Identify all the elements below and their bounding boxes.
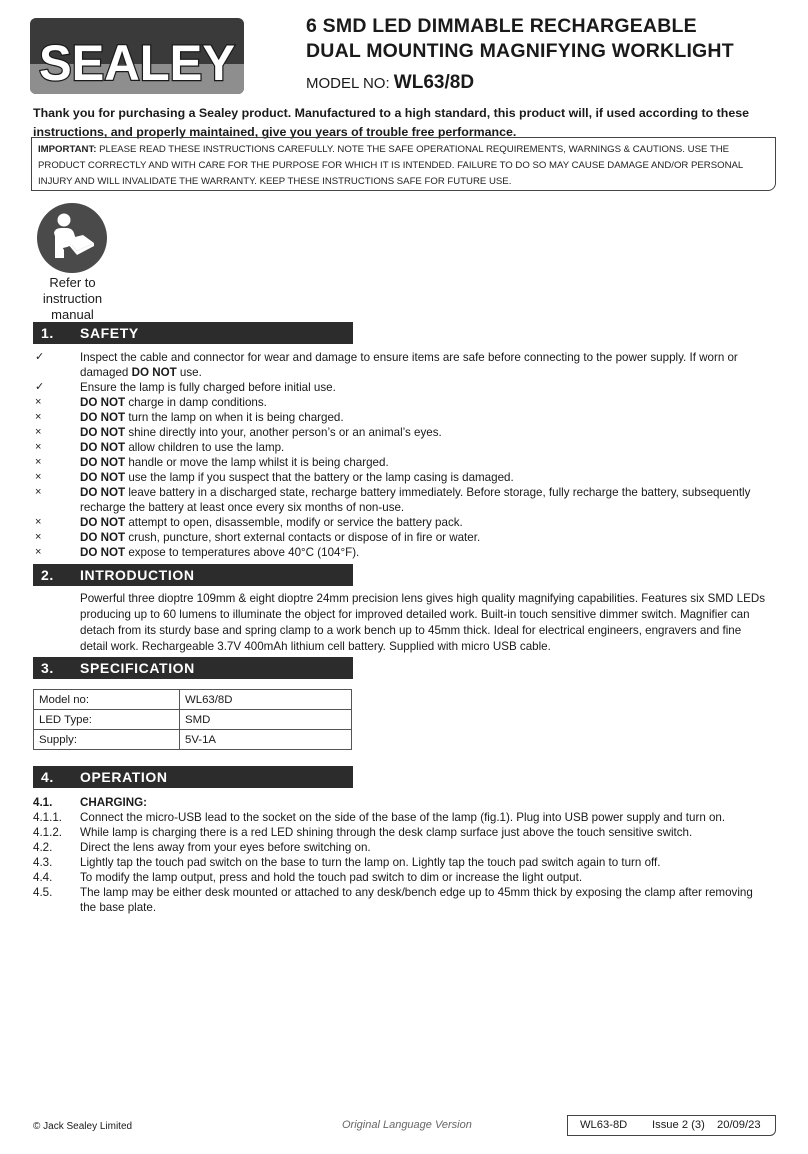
cross-icon: × [35,396,42,408]
cross-icon: × [35,531,42,543]
step-text: While lamp is charging there is a red LED shining through the desk clamp surface just above the touch sensitive switch. [80,826,693,839]
spec-key: LED Type: [34,710,180,730]
operation-step [33,855,768,870]
thank-you-text: Thank you for purchasing a Sealey product. Manufactured to a high standard, this product will, if used according to these instructions, and properly maintained, give you years of trouble free performance. [33,106,749,139]
safety-text: attempt to open, disassemble, modify or service the battery pack. [125,516,463,529]
logo-text: SEALEY [39,35,235,91]
cross-icon: × [35,546,42,558]
section-title: SPECIFICATION [80,660,195,676]
section-number: 3. [41,660,54,676]
safety-emphasis: DO NOT [80,516,126,529]
step-number: 4.1.1. [33,811,63,824]
title-line-2: DUAL MOUNTING MAGNIFYING WORKLIGHT [306,40,734,62]
step-text: CHARGING: [80,796,147,809]
step-text: To modify the lamp output, press and hold the touch pad switch to dim or increase the light output. [80,871,583,884]
operation-step [33,825,768,840]
section-title: INTRODUCTION [80,567,195,583]
footer-language: Original Language Version [342,1119,472,1131]
safety-item [33,440,763,455]
safety-list [33,350,763,560]
cross-icon: × [35,471,42,483]
spec-value: 5V-1A [180,730,352,750]
section-title: SAFETY [80,325,139,341]
step-number: 4.5. [33,886,53,899]
safety-text: leave battery in a discharged state, recharge battery immediately. Before storage, fully recharge the battery, subsequently recharge the battery at least once every six months of non-use. [80,486,751,514]
safety-item [33,380,763,395]
safety-item [33,470,763,485]
safety-item [33,515,763,530]
safety-emphasis: DO NOT [80,456,126,469]
safety-item [33,545,763,560]
spec-key: Supply: [34,730,180,750]
section-header-specification [33,657,353,679]
model-value: WL63/8D [393,72,475,93]
safety-item [33,530,763,545]
read-manual-icon [37,203,107,273]
footer-copyright: © Jack Sealey Limited [33,1121,133,1132]
section-header-operation [33,766,353,788]
safety-text: expose to temperatures above 40°C (104°F). [125,546,360,559]
spec-value: WL63/8D [180,690,352,710]
safety-emphasis: DO NOT [80,531,126,544]
safety-text: charge in damp conditions. [125,396,267,409]
spec-row [34,710,352,730]
safety-text: shine directly into your, another person’s or an animal’s eyes. [125,426,442,439]
cross-icon: × [35,486,42,498]
model-label: MODEL NO: [306,75,394,92]
safety-emphasis: DO NOT [80,471,126,484]
manual-caption: Refer to instruction manual [42,275,103,322]
check-icon: ✓ [35,351,45,363]
safety-item [33,350,763,380]
safety-item [33,485,763,515]
important-text: PLEASE READ THESE INSTRUCTIONS CAREFULLY. NOTE THE SAFE OPERATIONAL REQUIREMENTS, WARNINGS & CAUTIONS. USE THE PRODUCT CORRECTLY AND WITH CARE FOR THE PURPOSE FOR WHICH IT IS INTENDED. FAILURE TO DO SO MAY CAUSE DAMAGE AND/OR PERSONAL INJURY AND WILL INVALIDATE THE WARRANTY. KEEP THESE INSTRUCTIONS SAFE FOR FUTURE USE. [38,144,743,187]
step-text: The lamp may be either desk mounted or attached to any desk/bench edge up to 45mm thick by exposing the clamp after removing the base plate. [80,886,753,914]
spec-row [34,690,352,710]
safety-item [33,410,763,425]
step-text: Connect the micro-USB lead to the socket on the side of the base of the lamp (fig.1). Plug into USB power supply and turn on. [80,811,726,824]
safety-text: use. [176,366,202,379]
safety-text: handle or move the lamp whilst it is being charged. [125,456,389,469]
safety-emphasis: DO NOT [80,546,126,559]
operation-step [33,840,768,855]
safety-emphasis: DO NOT [80,486,126,499]
operation-step [33,870,768,885]
safety-emphasis: DO NOT [80,396,126,409]
cross-icon: × [35,456,42,468]
footer-document-info [567,1115,776,1136]
footer-date: 20/09/23 [717,1119,761,1131]
product-title [306,14,786,64]
introduction-text: Powerful three dioptre 109mm & eight dioptre 24mm precision lens gives high quality magnifying capabilities. Features six SMD LEDs producing up to 60 lumens to illuminate the object for improved detailed work. Built-in touch sensitive dimmer switch. Magnifier can detach from its sturdy base and spring clamp to a work bench up to 45mm thick. Ideal for electrical engineers, engravers and fine detail work. Rechargeable 3.7V 400mAh lithium cell battery. Supplied with micro USB cable. [80,592,765,653]
section-number: 4. [41,769,54,785]
safety-text: allow children to use the lamp. [125,441,285,454]
safety-emphasis: DO NOT [80,411,126,424]
operation-step [33,885,768,915]
safety-item [33,455,763,470]
sealey-logo [30,18,244,94]
section-header-introduction [33,564,353,586]
safety-item [33,425,763,440]
important-notice [31,137,776,191]
operation-list [33,795,768,915]
safety-text: use the lamp if you suspect that the battery or the lamp casing is damaged. [125,471,514,484]
operation-step [33,810,768,825]
step-number: 4.4. [33,871,53,884]
spec-value: SMD [180,710,352,730]
safety-item [33,395,763,410]
step-number: 4.1. [33,796,53,809]
cross-icon: × [35,441,42,453]
section-header-safety [33,322,353,344]
footer-issue: Issue 2 (3) [652,1119,705,1131]
cross-icon: × [35,426,42,438]
cross-icon: × [35,411,42,423]
important-label: IMPORTANT: [38,144,97,155]
section-number: 1. [41,325,54,341]
spec-row [34,730,352,750]
safety-text: crush, puncture, short external contacts or dispose of in fire or water. [125,531,481,544]
safety-emphasis: DO NOT [80,441,126,454]
spec-key: Model no: [34,690,180,710]
safety-text: Ensure the lamp is fully charged before initial use. [80,381,336,394]
title-line-1: 6 SMD LED DIMMABLE RECHARGEABLE [306,15,697,37]
step-text: Lightly tap the touch pad switch on the base to turn the lamp on. Lightly tap the touch pad switch again to turn off. [80,856,661,869]
step-text: Direct the lens away from your eyes before switching on. [80,841,371,854]
section-number: 2. [41,567,54,583]
operation-step [33,795,768,810]
model-number [306,72,474,94]
step-number: 4.3. [33,856,53,869]
safety-text: turn the lamp on when it is being charged. [125,411,344,424]
step-number: 4.1.2. [33,826,63,839]
check-icon: ✓ [35,381,45,393]
specification-table [33,689,352,750]
footer-code: WL63-8D [580,1119,628,1131]
safety-emphasis: DO NOT [80,426,126,439]
step-number: 4.2. [33,841,53,854]
logo-wordmark [30,18,244,94]
safety-text: Inspect the cable and connector for wear and damage to ensure items are safe before connecting to the power supply. If worn or damaged [80,351,738,379]
cross-icon: × [35,516,42,528]
section-title: OPERATION [80,769,168,785]
safety-emphasis: DO NOT [131,366,177,379]
